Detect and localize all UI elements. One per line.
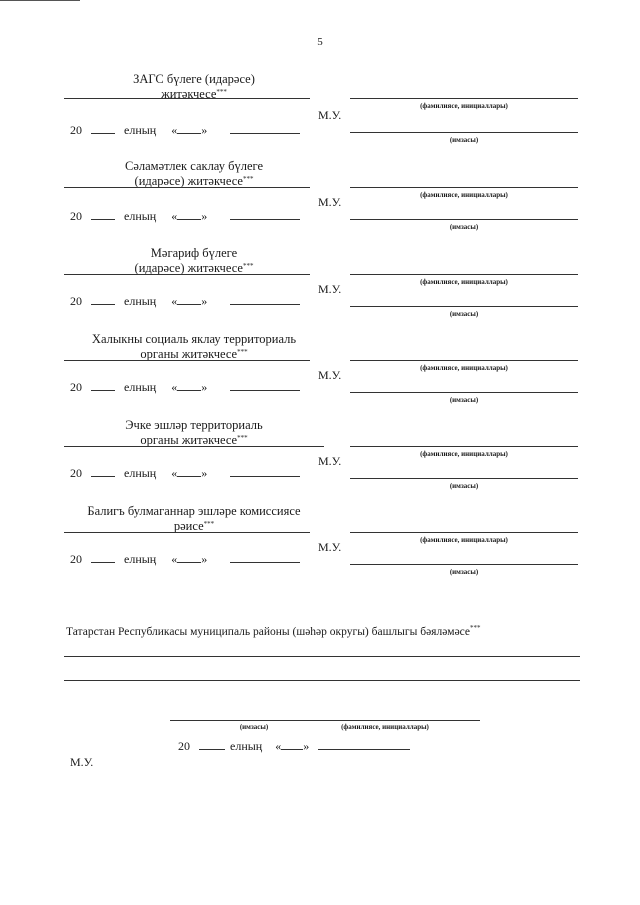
title-line-text: житәкчесе [161,87,217,101]
block-title [64,504,324,534]
block-title [64,246,324,276]
block-title [64,159,324,189]
year-prefix: 20 [178,739,190,753]
signature-line [64,446,324,447]
assessment-title-text: Татарстан Республикасы муниципаль районы (шәһәр округы) башлыгы бәяләмәсе [66,626,471,638]
approval-block-internal-affairs [0,418,640,498]
name-caption: (фамилиясе, инициаллары) [420,278,508,286]
sign-caption: (имзасы) [449,310,479,318]
title-line: Халыкны социаль яклау территориаль [91,332,297,346]
date-line [70,294,300,309]
date-line [70,209,300,224]
quote-close: » [201,294,208,308]
title-line-text: (идарәсе) житәкчесе [134,261,243,275]
final-sign-caption: (имзасы) [239,723,269,731]
sign-caption: (имзасы) [449,568,479,576]
final-signature-line [170,720,480,721]
sign-line [350,132,578,133]
approval-block-zags [0,72,640,152]
assessment-line-1 [64,656,580,657]
seal-mark: М.У. [318,454,342,468]
quote-open: « [171,123,178,137]
name-caption: (фамилиясе, инициаллары) [420,536,508,544]
block-title [64,418,324,448]
signature-line [64,98,310,99]
year-blank [91,466,115,477]
signature-line [64,532,310,533]
day-blank [177,294,201,305]
year-word: елның [230,739,263,753]
day-blank [177,209,201,220]
district-head-assessment-title [66,626,481,638]
year-word: елның [124,466,157,480]
sign-line [350,392,578,393]
name-line [350,274,578,275]
page-number: 5 [317,36,323,48]
date-line [70,466,300,481]
year-prefix: 20 [70,466,82,480]
year-word: елның [124,380,157,394]
title-line: Сәламәтлек саклау бүлеге [124,159,264,173]
day-blank [177,380,201,391]
sign-caption: (имзасы) [449,482,479,490]
month-blank [230,294,300,305]
name-line [350,98,578,99]
quote-open: « [171,466,178,480]
name-line [350,532,578,533]
title-line-text: органы житәкчесе [140,347,238,361]
footnote-mark: *** [470,624,481,632]
year-blank [91,294,115,305]
sign-line [350,306,578,307]
quote-close: » [201,123,208,137]
name-caption: (фамилиясе, инициаллары) [420,102,508,110]
sign-caption: (имзасы) [449,223,479,231]
year-blank [91,380,115,391]
name-caption: (фамилиясе, инициаллары) [420,450,508,458]
seal-mark: М.У. [318,195,342,209]
sign-line [350,478,578,479]
seal-mark: М.У. [318,540,342,554]
year-prefix: 20 [70,294,82,308]
year-prefix: 20 [70,209,82,223]
month-blank [230,380,300,391]
name-caption: (фамилиясе, инициаллары) [420,364,508,372]
approval-block-minors-commission [0,504,640,584]
quote-open: « [171,209,178,223]
title-line: Эчке эшләр территориаль [125,418,263,432]
year-prefix: 20 [70,123,82,137]
signature-line [64,187,310,188]
block-title [64,332,324,362]
footnote-mark: *** [237,348,248,356]
month-blank [230,209,300,220]
signature-line [64,274,310,275]
day-blank [177,466,201,477]
quote-open: « [275,739,282,753]
date-line [70,123,300,138]
year-blank [199,739,225,750]
year-prefix: 20 [70,380,82,394]
seal-mark: М.У. [318,282,342,296]
sign-caption: (имзасы) [449,136,479,144]
footnote-mark: *** [242,175,254,183]
sign-line [350,564,578,565]
day-blank [281,739,303,750]
top-rule [0,0,80,1]
quote-close: » [201,380,208,394]
footnote-mark: *** [216,88,227,96]
name-line [350,187,578,188]
title-line-text: рәисе [173,519,204,533]
final-name-caption: (фамилиясе, инициаллары) [341,723,429,731]
month-blank [318,739,410,750]
year-prefix: 20 [70,552,82,566]
quote-close: » [201,552,208,566]
seal-mark: М.У. [318,108,342,122]
month-blank [230,552,300,563]
quote-close: » [303,739,310,753]
name-line [350,360,578,361]
quote-open: « [171,380,178,394]
sign-caption: (имзасы) [449,396,479,404]
month-blank [230,123,300,134]
quote-close: » [201,466,208,480]
title-line-text: (идарәсе) житәкчесе [134,174,243,188]
quote-close: » [201,209,208,223]
year-word: елның [124,294,157,308]
name-caption: (фамилиясе, инициаллары) [420,191,508,199]
signature-line [64,360,310,361]
sign-line [350,219,578,220]
day-blank [177,123,201,134]
date-line [70,380,300,395]
final-seal-mark: М.У. [70,755,94,769]
title-line: Мәгариф бүлеге [150,246,238,260]
title-line: Балигъ булмаганнар эшләре комиссиясе [87,504,301,518]
year-word: елның [124,209,157,223]
day-blank [177,552,201,563]
quote-open: « [171,552,178,566]
quote-open: « [171,294,178,308]
approval-block-social [0,332,640,412]
title-line [64,87,324,102]
title-line-text: органы житәкчесе [140,433,238,447]
month-blank [230,466,300,477]
final-date-line [178,739,410,754]
footnote-mark: *** [203,520,215,528]
title-line: ЗАГС бүлеге (идарәсе) [133,72,255,86]
year-blank [91,209,115,220]
footnote-mark: *** [237,434,248,442]
approval-block-education [0,246,640,326]
date-line [70,552,300,567]
year-word: елның [124,552,157,566]
year-word: елның [124,123,157,137]
footnote-mark: *** [242,262,254,270]
year-blank [91,552,115,563]
approval-block-health [0,159,640,239]
year-blank [91,123,115,134]
seal-mark: М.У. [318,368,342,382]
assessment-line-2 [64,680,580,681]
name-line [350,446,578,447]
